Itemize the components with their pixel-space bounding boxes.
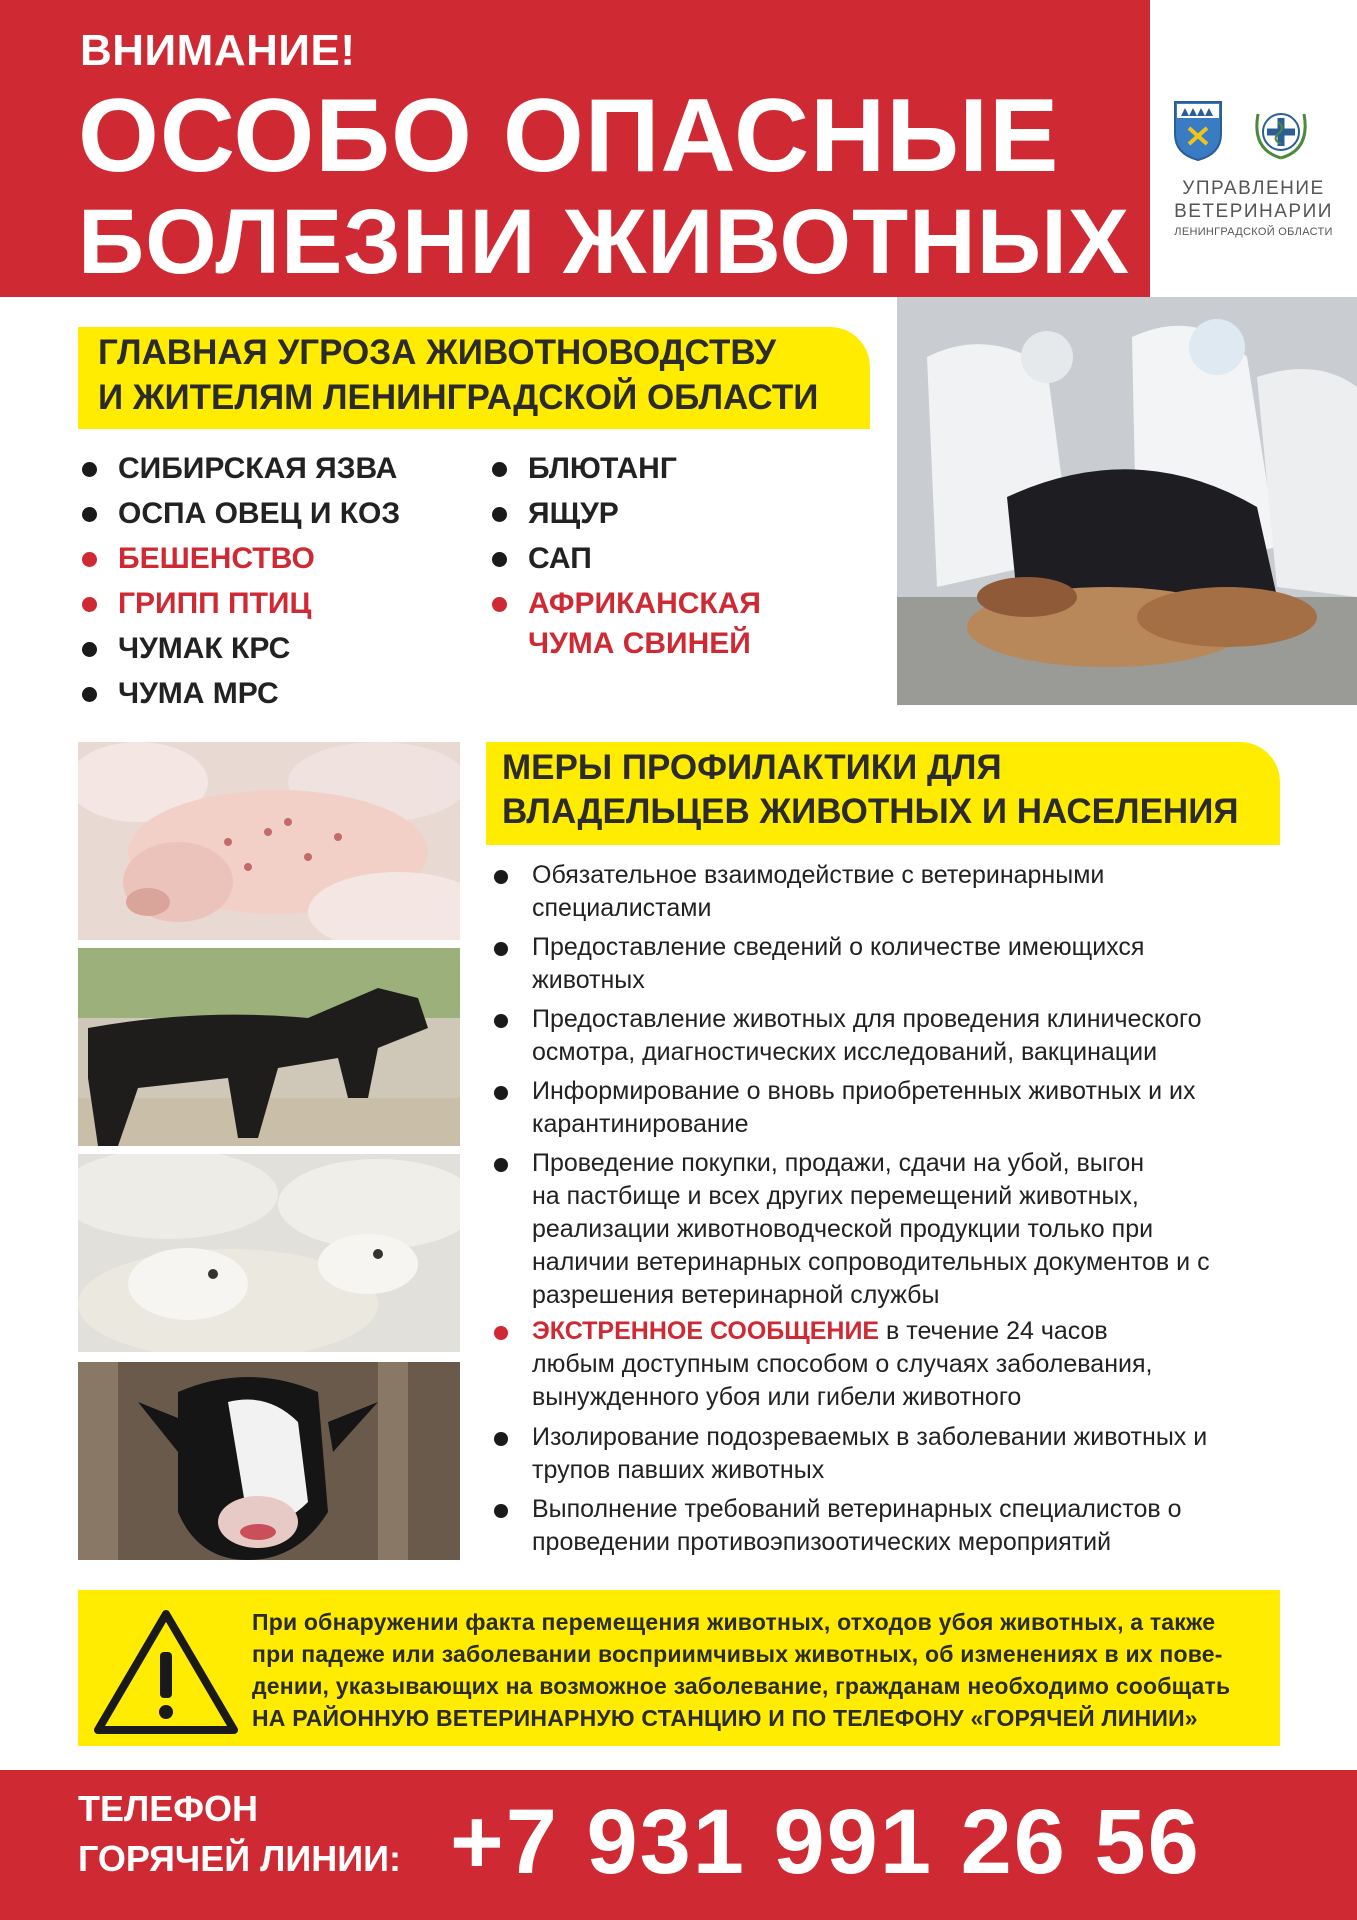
bullet-icon (494, 1014, 508, 1028)
protective-suit-workers-photo (897, 297, 1357, 705)
disease-item: БЛЮТАНГ (528, 452, 677, 485)
emergency-text: в течение 24 часов (886, 1317, 1108, 1345)
phone-label-line2: ГОРЯЧЕЙ ЛИНИИ: (78, 1838, 401, 1879)
measure-item-line: Выполнение требований ветеринарных специалистов о (532, 1495, 1182, 1523)
measure-item-line (532, 1315, 1108, 1348)
bullet-icon (494, 1504, 508, 1518)
org-name-line2: ВЕТЕРИНАРИИ (1174, 201, 1333, 222)
bullet-icon (82, 552, 97, 567)
disease-item: ЧУМАК КРС (118, 632, 291, 665)
sick-cow-photo (78, 1362, 460, 1560)
measures-heading-line2: ВЛАДЕЛЬЦЕВ ЖИВОТНЫХ И НАСЕЛЕНИЯ (502, 792, 1239, 831)
coat-of-arms-icon (1173, 100, 1223, 162)
phone-label-line1: ТЕЛЕФОН (78, 1788, 258, 1829)
bullet-icon (494, 1158, 508, 1172)
warning-text-line: при падеже или заболевании восприимчивых животных, об изменениях в их пове- (252, 1641, 1223, 1667)
disease-item: БЕШЕНСТВО (118, 542, 315, 575)
bullet-icon (494, 870, 508, 884)
bullet-icon (82, 462, 97, 477)
emaciated-horse-photo (78, 948, 460, 1146)
warning-text-line: При обнаружении факта перемещения животных, отходов убоя животных, а также (252, 1609, 1216, 1635)
disease-item: АФРИКАНСКАЯ (528, 587, 761, 620)
emergency-label: ЭКСТРЕННОЕ СООБЩЕНИЕ (532, 1317, 880, 1345)
measure-item-line: любым доступным способом о случаях заболевания, (532, 1350, 1153, 1378)
measure-item-line: трупов павших животных (532, 1456, 825, 1484)
page-title-line2: БОЛЕЗНИ ЖИВОТНЫХ (78, 191, 1131, 293)
threat-heading-line2: И ЖИТЕЛЯМ ЛЕНИНГРАДСКОЙ ОБЛАСТИ (98, 378, 819, 417)
attention-label: ВНИМАНИЕ! (80, 26, 356, 75)
measure-item-line: на пастбище и всех других перемещений животных, (532, 1182, 1139, 1210)
bullet-icon (492, 597, 507, 612)
measures-heading-line1: МЕРЫ ПРОФИЛАКТИКИ ДЛЯ (502, 748, 1002, 787)
warning-triangle-icon (92, 1608, 240, 1736)
measure-item-line: животных (532, 966, 645, 994)
disease-item: СИБИРСКАЯ ЯЗВА (118, 452, 398, 485)
measure-item-line: Информирование о вновь приобретенных животных и их (532, 1077, 1196, 1105)
disease-item: ГРИПП ПТИЦ (118, 587, 312, 620)
measure-item-line: вынужденного убоя или гибели животного (532, 1383, 1022, 1411)
measure-item-line: Обязательное взаимодействие с ветеринарными (532, 861, 1105, 889)
warning-text-line: НА РАЙОННУЮ ВЕТЕРИНАРНУЮ СТАНЦИЮ И ПО ТЕЛЕФОНУ «ГОРЯЧЕЙ ЛИНИИ» (252, 1705, 1198, 1731)
logo-panel (1150, 0, 1357, 297)
measure-item-line: Проведение покупки, продажи, сдачи на убой, выгон (532, 1149, 1145, 1177)
hotline-phone-number[interactable]: +7 931 991 26 56 (450, 1791, 1201, 1893)
measure-item-line: осмотра, диагностических исследований, вакцинации (532, 1038, 1158, 1066)
bullet-icon (82, 687, 97, 702)
bullet-icon (494, 1326, 508, 1340)
org-name-line1: УПРАВЛЕНИЕ (1182, 178, 1325, 199)
measure-item-line: Предоставление животных для проведения клинического (532, 1005, 1202, 1033)
org-name-line3: ЛЕНИНГРАДСКОЙ ОБЛАСТИ (1174, 226, 1333, 238)
bullet-icon (494, 1086, 508, 1100)
veterinary-emblem-icon (1248, 100, 1314, 162)
disease-item: ЧУМА СВИНЕЙ (528, 627, 751, 660)
measure-item-line: Предоставление сведений о количестве имеющихся (532, 933, 1145, 961)
bullet-icon (82, 642, 97, 657)
sick-sheep-photo (78, 1154, 460, 1352)
bullet-icon (494, 942, 508, 956)
measure-item-line: наличии ветеринарных сопроводительных документов и с (532, 1248, 1210, 1276)
measure-item-line: реализации животноводческой продукции только при (532, 1215, 1154, 1243)
bullet-icon (82, 597, 97, 612)
bullet-icon (492, 507, 507, 522)
bullet-icon (494, 1432, 508, 1446)
disease-item: ЧУМА МРС (118, 677, 279, 710)
bullet-icon (492, 462, 507, 477)
bullet-icon (492, 552, 507, 567)
measure-item-line: карантинирование (532, 1110, 749, 1138)
disease-item: ЯЩУР (528, 497, 619, 530)
threat-heading-line1: ГЛАВНАЯ УГРОЗА ЖИВОТНОВОДСТВУ (98, 333, 777, 372)
disease-item: САП (528, 542, 592, 575)
measure-item-line: Изолирование подозреваемых в заболевании животных и (532, 1423, 1208, 1451)
warning-text-line: дении, указывающих на возможное заболевание, гражданам необходимо сообщать (252, 1673, 1231, 1699)
sick-pig-photo (78, 742, 460, 940)
measure-item-line: разрешения ветеринарной службы (532, 1281, 940, 1309)
measure-item-line: специалистами (532, 894, 712, 922)
disease-item: ОСПА ОВЕЦ И КОЗ (118, 497, 401, 530)
measure-item-line: проведении противоэпизоотических мероприятий (532, 1528, 1112, 1556)
page-title-line1: ОСОБО ОПАСНЫЕ (78, 78, 1060, 194)
bullet-icon (82, 507, 97, 522)
